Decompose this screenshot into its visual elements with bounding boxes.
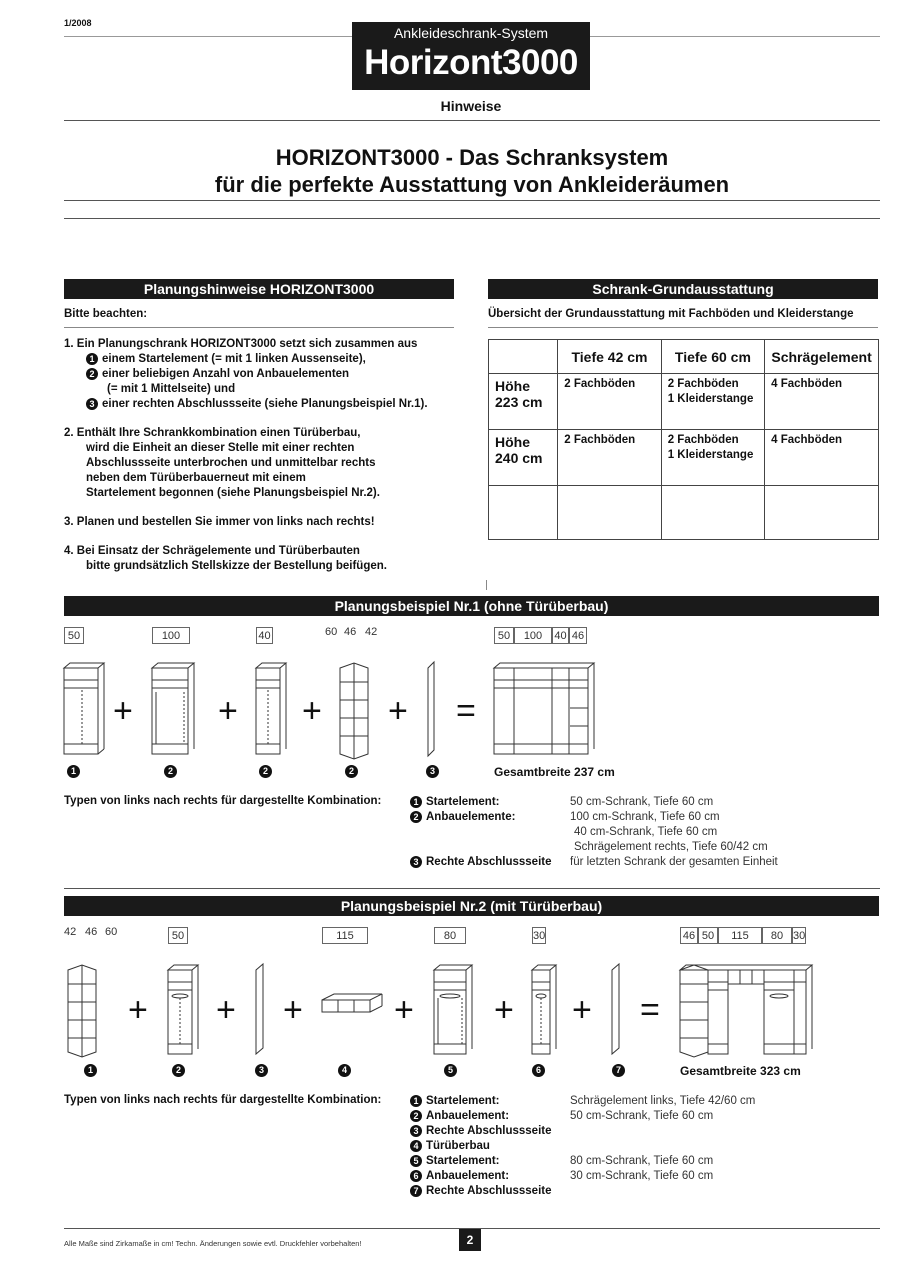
grund-row-label: Höhe 240 cm (489, 430, 558, 486)
cabinet-addon-drawing (256, 663, 286, 754)
plus-operator: + (388, 692, 408, 730)
brand-block (352, 22, 590, 90)
grund-subtitle: Übersicht der Grundausstattung mit Fachböden und Kleiderstange (488, 308, 854, 320)
grund-header-60: Tiefe 60 cm (661, 340, 764, 374)
cabinet-start-drawing (64, 663, 104, 754)
grund-empty-cell (765, 486, 879, 540)
dim-label: 30 (792, 927, 806, 944)
planung-item1-b2: (= mit 1 Mittelseite) und (107, 383, 236, 395)
grund-table (488, 339, 879, 540)
number-1-icon: 1 (67, 765, 80, 778)
cabinet-start-drawing (168, 965, 198, 1054)
type-row: Schrägelement rechts, Tiefe 60/42 cm (574, 841, 768, 853)
dim-label: 50 (64, 627, 84, 644)
date-code: 1/2008 (64, 18, 92, 28)
grund-cell: 4 Fachböden (765, 374, 879, 430)
planung-item2-l2: wird die Einheit an dieser Stelle mit einer rechten (86, 442, 355, 454)
equals-operator: = (640, 991, 660, 1029)
planung-item4-l2: bitte grundsätzlich Stellskizze der Bestellung beifügen. (86, 560, 387, 572)
planung-item2-l1: 2. Enthält Ihre Schrankkombination einen Türüberbau, (64, 427, 361, 439)
dim-label: 80 (434, 927, 466, 944)
grund-cell: 2 Fachböden 1 Kleiderstange (661, 430, 764, 486)
beispiel1-total: Gesamtbreite 237 cm (494, 765, 615, 779)
grund-empty-cell (489, 486, 558, 540)
cabinet-combination-drawing (494, 663, 594, 754)
type-row: 1 Startelement: Schrägelement links, Tiefe 42/60 cm (410, 1094, 880, 1109)
dim-label: 46 (680, 927, 698, 944)
number-5-icon: 5 (444, 1064, 457, 1077)
dim-label: 50 (494, 627, 514, 644)
beispiel1-title: Planungsbeispiel Nr.1 (ohne Türüberbau) (64, 596, 879, 616)
type-row: 2 Anbauelemente: 100 cm-Schrank, Tiefe 60 cm (410, 810, 880, 825)
dim-label: 40 (256, 627, 273, 644)
beispiel1-types (410, 795, 880, 870)
end-panel-drawing (612, 964, 619, 1054)
door-overhang-drawing (322, 994, 382, 1012)
planung-item4-l1: 4. Bei Einsatz der Schrägelemente und Türüberbauten (64, 545, 360, 557)
number-1-icon: 1 (84, 1064, 97, 1077)
type-row: 1 Startelement: 50 cm-Schrank, Tiefe 60 cm (410, 795, 880, 810)
plus-operator: + (572, 991, 592, 1029)
type-row: 6 Anbauelement: 30 cm-Schrank, Tiefe 60 cm (410, 1169, 880, 1184)
dim-label: 80 (762, 927, 792, 944)
cabinet-addon-drawing (532, 965, 556, 1054)
plus-operator: + (218, 692, 238, 730)
dim-label: 50 (168, 927, 188, 944)
dim-label: 40 (552, 627, 569, 644)
grund-row (489, 374, 879, 430)
planung-title: Planungshinweise HORIZONT3000 (64, 279, 454, 299)
cabinet-combination-drawing (680, 965, 812, 1057)
dim-label: 115 (718, 927, 762, 944)
plus-operator: + (113, 692, 133, 730)
footer-note: Alle Maße sind Zirkamaße in cm! Techn. Änderungen sowie evtl. Druckfehler vorbehalten! (64, 1239, 362, 1248)
cabinet-addon-drawing (152, 663, 194, 754)
dim-label: 30 (532, 927, 546, 944)
page-number: 2 (459, 1229, 481, 1251)
beispiel2-types-label: Typen von links nach rechts für dargestellte Kombination: (64, 1094, 382, 1106)
plus-operator: + (302, 692, 322, 730)
grund-title: Schrank-Grundausstattung (488, 279, 878, 299)
planung-item2-l5: Startelement begonnen (siehe Planungsbeispiel Nr.2). (86, 487, 380, 499)
grund-cell: 4 Fachböden (765, 430, 879, 486)
grund-header-schraeg: Schrägelement (765, 340, 879, 374)
section-title: Hinweise (440, 98, 502, 114)
planung-list (64, 337, 464, 574)
slanted-element-drawing (68, 965, 96, 1057)
number-2-icon: 2 (172, 1064, 185, 1077)
number-1-icon: 1 (86, 353, 98, 365)
number-6-icon: 6 (532, 1064, 545, 1077)
grund-header-42: Tiefe 42 cm (558, 340, 661, 374)
number-3-icon: 3 (255, 1064, 268, 1077)
number-2-icon: 2 (86, 368, 98, 380)
grund-cell: 2 Fachböden (558, 430, 661, 486)
brand-title: Horizont3000 (364, 43, 578, 82)
grund-row-label: Höhe 223 cm (489, 374, 558, 430)
type-row: 5 Startelement: 80 cm-Schrank, Tiefe 60 cm (410, 1154, 880, 1169)
grund-cell: 2 Fachböden (558, 374, 661, 430)
type-row: 7 Rechte Abschlussseite (410, 1184, 880, 1199)
grund-empty-cell (558, 486, 661, 540)
dim-label: 42 (365, 626, 378, 638)
planung-item2-l3: Abschlussseite unterbrochen und unmittelbar rechts (86, 457, 376, 469)
number-3-icon: 3 (86, 398, 98, 410)
type-row: 3 Rechte Abschlussseite für letzten Schrank der gesamten Einheit (410, 855, 880, 870)
system-label: Ankleideschrank-System (393, 25, 549, 41)
plus-operator: + (494, 991, 514, 1029)
type-row: 2 Anbauelement: 50 cm-Schrank, Tiefe 60 cm (410, 1109, 880, 1124)
plus-operator: + (216, 991, 236, 1029)
grund-empty-cell (661, 486, 764, 540)
headline (64, 144, 880, 198)
dim-label: 115 (322, 927, 368, 944)
beispiel2-total: Gesamtbreite 323 cm (680, 1064, 801, 1078)
end-panel-drawing (256, 964, 263, 1054)
number-2-icon: 2 (164, 765, 177, 778)
dim-label: 42 (64, 926, 77, 938)
dim-label: 46 (344, 626, 357, 638)
planung-item1: 1. Ein Planungschrank HORIZONT3000 setzt sich zusammen aus (64, 338, 418, 350)
beispiel1-types-label: Typen von links nach rechts für dargestellte Kombination: (64, 795, 382, 807)
end-panel-drawing (428, 662, 434, 756)
dim-label: 50 (698, 927, 718, 944)
dim-label: 100 (514, 627, 552, 644)
plus-operator: + (128, 991, 148, 1029)
vertical-divider (486, 580, 487, 590)
type-row: 40 cm-Schrank, Tiefe 60 cm (574, 826, 718, 838)
cabinet-start-drawing (434, 965, 472, 1054)
dim-label: 46 (85, 926, 98, 938)
headline-line1: HORIZONT3000 - Das Schranksystem (275, 145, 669, 170)
beispiel2-title: Planungsbeispiel Nr.2 (mit Türüberbau) (64, 896, 879, 916)
planung-intro: Bitte beachten: (64, 308, 148, 320)
dim-label: 60 (105, 926, 118, 938)
number-2-icon: 2 (345, 765, 358, 778)
equals-operator: = (456, 692, 476, 730)
grund-cell: 2 Fachböden 1 Kleiderstange (661, 374, 764, 430)
dim-label: 100 (152, 627, 190, 644)
plus-operator: + (394, 991, 414, 1029)
number-7-icon: 7 (612, 1064, 625, 1077)
dim-label: 46 (569, 627, 587, 644)
number-2-icon: 2 (259, 765, 272, 778)
planung-item2-l4: neben dem Türüberbauerneut mit einem (86, 472, 306, 484)
slanted-element-drawing (340, 663, 368, 759)
planung-item1-a: einem Startelement (= mit 1 linken Aussenseite), (102, 353, 366, 365)
number-4-icon: 4 (338, 1064, 351, 1077)
beispiel2-types (410, 1094, 880, 1199)
number-3-icon: 3 (426, 765, 439, 778)
grund-header-empty (489, 340, 558, 374)
planung-item1-b: einer beliebigen Anzahl von Anbauelementen (102, 368, 350, 380)
planung-item3: 3. Planen und bestellen Sie immer von links nach rechts! (64, 516, 375, 528)
headline-line2: für die perfekte Ausstattung von Ankleideräumen (214, 172, 730, 197)
dim-label: 60 (325, 626, 338, 638)
type-row: 3 Rechte Abschlussseite (410, 1124, 880, 1139)
beispiel1-drawings (0, 660, 900, 765)
plus-operator: + (283, 991, 303, 1029)
planung-item1-c: einer rechten Abschlussseite (siehe Planungsbeispiel Nr.1). (102, 398, 428, 410)
type-row: 4 Türüberbau (410, 1139, 880, 1154)
grund-row (489, 430, 879, 486)
